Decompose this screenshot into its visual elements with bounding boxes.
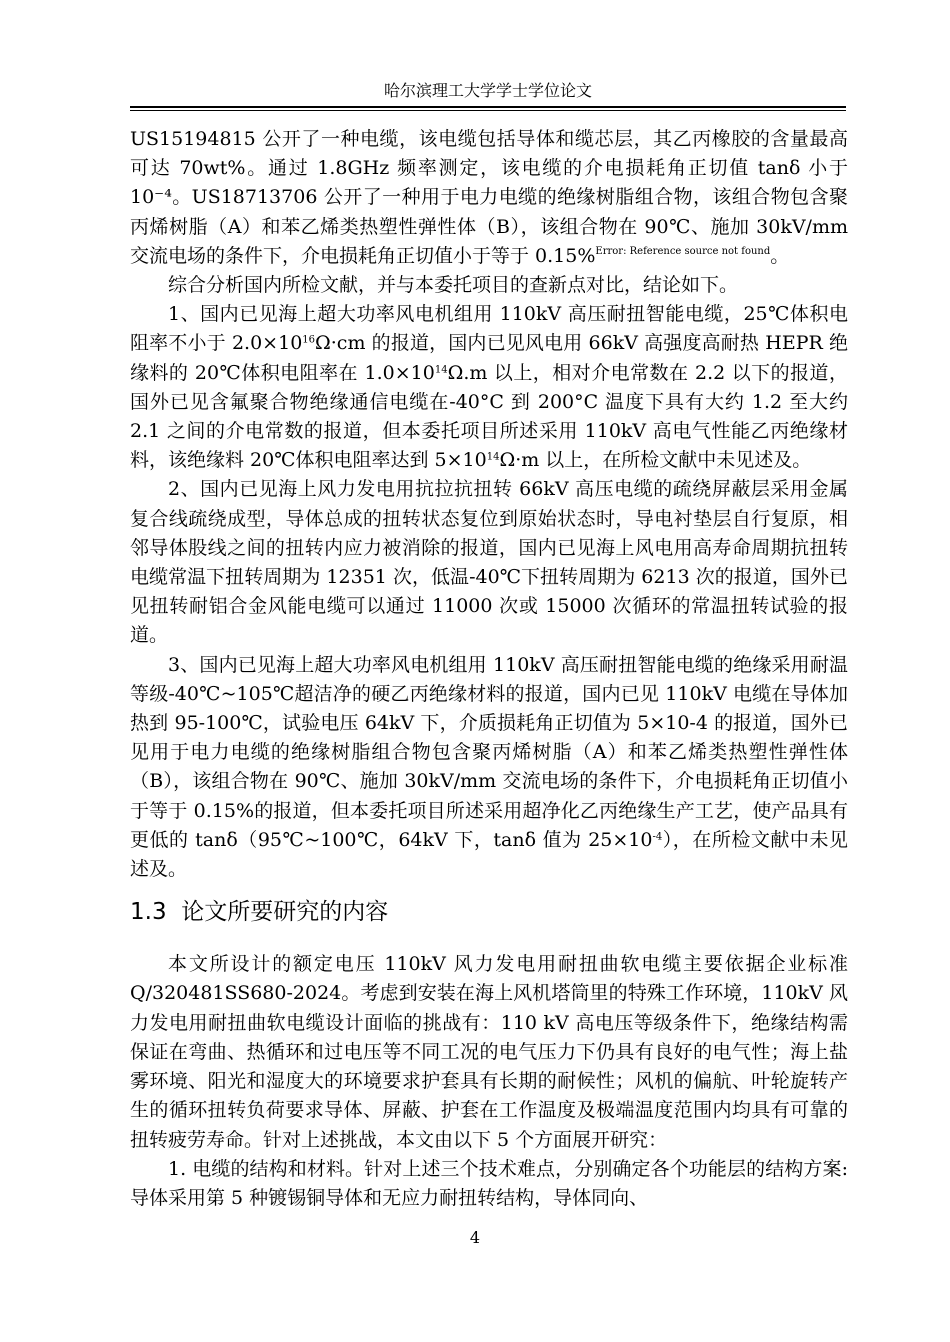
page-body: [130, 125, 848, 1213]
running-header: 哈尔滨理工大学学士学位论文: [383, 81, 592, 100]
header-rule: [130, 106, 846, 108]
paragraph-4: 2、国内已见海上风力发电用抗拉抗扭转 66kV 高压电缆的疏绕屏蔽层采用金属复合线疏绕成型，导体总成的扭转状态复位到原始状态时，导电衬垫层自行复原，相邻导体股线之间的扭转内应力被消除的报道，国内已见海上风电用高寿命周期抗扭转电缆常温下扭转周期为 12351 次，低温-40℃下扭转周期为 6213 次的报道，国外已见扭转耐铝合金风能电缆可以通过 11000 次或 15000 次循环的常温扭转试验的报道。: [130, 478, 848, 647]
section-number: 1.3: [130, 899, 167, 926]
paragraph-2: 综合分析国内所检文献，并与本委托项目的查新点对比，结论如下。: [168, 274, 739, 297]
paragraph-1: US15194815 公开了一种电缆，该电缆包括导体和缆芯层，其乙丙橡胶的含量最高可达 70wt%。通过 1.8GHz 频率测定，该电缆的介电损耗角正切值 tanδ 小于 10⁻⁴。US18713706 公开了一种用于电力电缆的绝缘树脂组合物，该组合物包含聚丙烯树脂（A）和苯乙烯类热塑性弹性体（B），该组合物在 90℃、施加 30kV/mm 交流电场的条件下，介电损耗角正切值小于等于 0.15%$^{Error: Reference source not found}$。: [130, 128, 848, 267]
paragraph-3: 1、国内已见海上超大功率风电机组用 110kV 高压耐扭智能电缆，25℃体积电阻率不小于 $2.0\times 10^{16}\Omega\cdot cm$ 的报道，国内已见风电用 66kV 高强度高耐热 HEPR 绝缘料的 20℃体积电阻率在 $1.0\times 10^{14}\Omega.m$ 以上，相对介电常数在 2.2 以下的报道，国外已见含氟聚合物绝缘通信电缆在-40°C 到 200°C 温度下具有大约 1.2 至大约 2.1 之间的介电常数的报道，但本委托项目所述采用 110kV 高电气性能乙丙绝缘材料，该绝缘料 20℃体积电阻率达到 $5\times 10^{14}\Omega\cdot m$ 以上，在所检文献中未见述及。: [130, 303, 848, 472]
paragraph-5: 3、国内已见海上超大功率风电机组用 110kV 高压耐扭智能电缆的绝缘采用耐温等级-40℃~105℃超洁净的硬乙丙绝缘材料的报道，国内已见 110kV 电缆在导体加热到 95-100℃，试验电压 64kV 下，介质损耗角正切值为 5×10-4 的报道，国外已见用于电力电缆的绝缘树脂组合物包含聚丙烯树脂（A）和苯乙烯类热塑性弹性体（B），该组合物在 90℃、施加 30kV/mm 交流电场的条件下，介电损耗角正切值小于等于 0.15%的报道，但本委托项目所述采用超净化乙丙绝缘生产工艺，使产品具有更低的 tanδ（95℃~100℃，64kV 下，tanδ 值为 $25\times 10^{-4}$），在所检文献中未见述及。: [130, 653, 848, 881]
header-rule-thin: [130, 110, 846, 111]
paragraph-7: 1. 电缆的结构和材料。针对上述三个技术难点，分别确定各个功能层的结构方案:导体采用第 5 种镀锡铜导体和无应力耐扭转结构，导体同向、: [130, 1157, 848, 1209]
paragraph-6: 本文所设计的额定电压 110kV 风力发电用耐扭曲软电缆主要依据企业标准 Q/320481SS680-2024。考虑到安装在海上风机塔筒里的特殊工作环境，110kV 风力发电用耐扭曲软电缆设计面临的挑战有：110 kV 高电压等级条件下，绝缘结构需保证在弯曲、热循环和过电压等不同工况的电气压力下仍具有良好的电气性；海上盐雾环境、阳光和湿度大的环境要求护套具有长期的耐候性；风机的偏航、叶轮旋转产生的循环扭转负荷要求导体、屏蔽、护套在工作温度及极端温度范围内均具有可靠的扭转疲劳寿命。针对上述挑战，本文由以下 5 个方面展开研究：: [130, 953, 848, 1151]
page-number: 4: [469, 1228, 481, 1247]
section-title: 论文所要研究的内容: [181, 899, 389, 926]
section-heading: [130, 892, 848, 932]
reference-error: Error: Reference source not found: [595, 245, 771, 257]
